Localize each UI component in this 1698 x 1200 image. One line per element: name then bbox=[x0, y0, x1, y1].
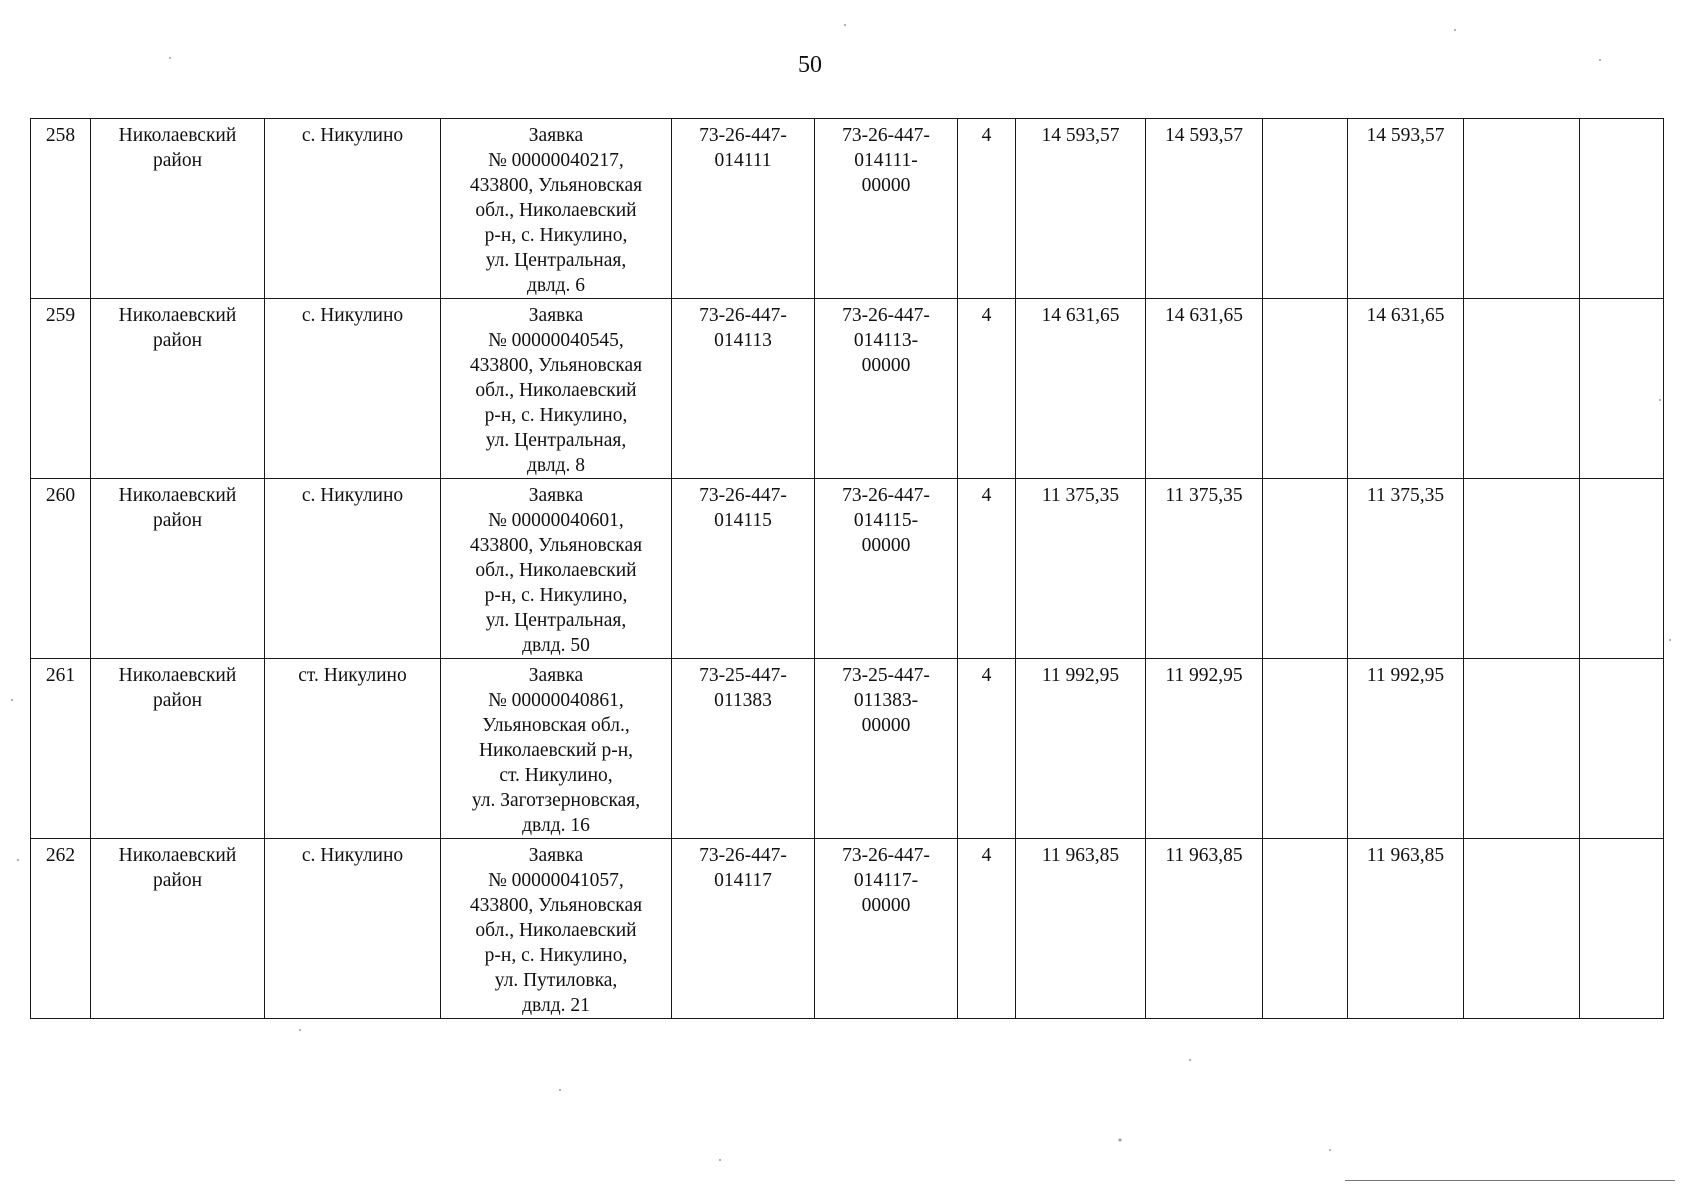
request-line: двлд. 21 bbox=[522, 995, 590, 1016]
district-cell bbox=[91, 479, 265, 659]
object-code-line: 00000 bbox=[861, 355, 911, 376]
amount-cell-4: 11 375,35 bbox=[1348, 479, 1464, 659]
request-line: Заявка bbox=[528, 485, 584, 506]
extra-cell-1 bbox=[1464, 299, 1580, 479]
district-line: район bbox=[152, 330, 203, 351]
amount-cell-1: 11 375,35 bbox=[1016, 479, 1146, 659]
amount-cell-2: 11 992,95 bbox=[1146, 659, 1263, 839]
amount-cell-2: 11 375,35 bbox=[1146, 479, 1263, 659]
extra-cell-2 bbox=[1580, 119, 1664, 299]
object-code-line: 73-25-447- bbox=[842, 665, 930, 686]
extra-cell-2 bbox=[1580, 479, 1664, 659]
locality-cell bbox=[265, 659, 441, 839]
request-line: двлд. 50 bbox=[522, 635, 590, 656]
extra-cell-2 bbox=[1580, 299, 1664, 479]
cadastral-number-cell bbox=[672, 479, 815, 659]
cadastral-number-line: 014117 bbox=[714, 870, 772, 891]
request-line: Заявка bbox=[528, 305, 584, 326]
object-code-line: 011383- bbox=[853, 690, 919, 711]
amount-cell-3 bbox=[1263, 119, 1348, 299]
locality-line: ст. Никулино bbox=[298, 665, 407, 686]
request-line: ул. Путиловка, bbox=[494, 970, 618, 991]
table-row bbox=[31, 119, 1664, 299]
request-line: двлд. 6 bbox=[526, 275, 586, 296]
object-code-cell bbox=[815, 479, 958, 659]
locality-line: с. Никулино bbox=[301, 305, 404, 326]
extra-cell-1 bbox=[1464, 119, 1580, 299]
cadastral-number-line: 014115 bbox=[714, 510, 772, 531]
request-line: Заявка bbox=[528, 665, 584, 686]
amount-cell-2: 14 631,65 bbox=[1146, 299, 1263, 479]
amount-cell-4: 11 992,95 bbox=[1348, 659, 1464, 839]
amount-cell-1: 11 992,95 bbox=[1016, 659, 1146, 839]
locality-cell bbox=[265, 119, 441, 299]
amount-cell-4: 14 593,57 bbox=[1348, 119, 1464, 299]
request-line: № 00000040545, bbox=[488, 330, 624, 351]
request-line: обл., Николаевский bbox=[475, 200, 637, 221]
table-row bbox=[31, 299, 1664, 479]
page-number: 50 bbox=[798, 52, 822, 78]
district-cell bbox=[91, 659, 265, 839]
request-line: ул. Центральная, bbox=[485, 430, 627, 451]
cadastral-number-cell bbox=[672, 659, 815, 839]
row-number-cell: 262 bbox=[31, 839, 91, 1019]
bottom-rule bbox=[1345, 1180, 1675, 1181]
cadastral-number-cell bbox=[672, 299, 815, 479]
request-line: 433800, Ульяновская bbox=[469, 895, 643, 916]
district-line: Николаевский bbox=[118, 845, 237, 866]
request-line: № 00000041057, bbox=[488, 870, 624, 891]
district-line: район bbox=[152, 150, 203, 171]
cadastral-number-cell bbox=[672, 119, 815, 299]
amount-cell-2: 11 963,85 bbox=[1146, 839, 1263, 1019]
quantity-cell: 4 bbox=[958, 299, 1016, 479]
locality-line: с. Никулино bbox=[301, 125, 404, 146]
object-code-line: 73-26-447- bbox=[842, 305, 930, 326]
district-line: район bbox=[152, 870, 203, 891]
request-line: № 00000040601, bbox=[488, 510, 624, 531]
object-code-line: 014113- bbox=[853, 330, 919, 351]
quantity-cell: 4 bbox=[958, 119, 1016, 299]
district-cell bbox=[91, 299, 265, 479]
request-line: двлд. 8 bbox=[526, 455, 586, 476]
cadastral-number-line: 73-26-447- bbox=[699, 485, 787, 506]
request-line: Николаевский р-н, bbox=[478, 740, 634, 761]
object-code-cell bbox=[815, 659, 958, 839]
object-code-cell bbox=[815, 839, 958, 1019]
request-line: р-н, с. Никулино, bbox=[484, 585, 628, 606]
request-line: обл., Николаевский bbox=[475, 560, 637, 581]
request-line: ул. Заготзерновская, bbox=[471, 790, 641, 811]
amount-cell-3 bbox=[1263, 659, 1348, 839]
extra-cell-1 bbox=[1464, 479, 1580, 659]
extra-cell-2 bbox=[1580, 839, 1664, 1019]
table-row bbox=[31, 659, 1664, 839]
locality-cell bbox=[265, 839, 441, 1019]
request-line: обл., Николаевский bbox=[475, 920, 637, 941]
object-code-line: 00000 bbox=[861, 175, 911, 196]
row-number-cell: 260 bbox=[31, 479, 91, 659]
object-code-line: 73-26-447- bbox=[842, 125, 930, 146]
amount-cell-3 bbox=[1263, 299, 1348, 479]
request-cell bbox=[441, 119, 672, 299]
request-line: ул. Центральная, bbox=[485, 610, 627, 631]
extra-cell-2 bbox=[1580, 659, 1664, 839]
object-code-line: 014117- bbox=[853, 870, 919, 891]
cadastral-number-line: 011383 bbox=[714, 690, 772, 711]
amount-cell-1: 14 631,65 bbox=[1016, 299, 1146, 479]
request-cell bbox=[441, 479, 672, 659]
extra-cell-1 bbox=[1464, 659, 1580, 839]
district-line: Николаевский bbox=[118, 665, 237, 686]
request-line: р-н, с. Никулино, bbox=[484, 945, 628, 966]
cadastral-number-cell bbox=[672, 839, 815, 1019]
quantity-cell: 4 bbox=[958, 659, 1016, 839]
request-line: обл., Николаевский bbox=[475, 380, 637, 401]
extra-cell-1 bbox=[1464, 839, 1580, 1019]
request-line: № 00000040217, bbox=[488, 150, 624, 171]
object-code-line: 014111- bbox=[854, 150, 918, 171]
request-line: 433800, Ульяновская bbox=[469, 355, 643, 376]
object-code-cell bbox=[815, 119, 958, 299]
table-row bbox=[31, 479, 1664, 659]
request-line: р-н, с. Никулино, bbox=[484, 225, 628, 246]
object-code-line: 00000 bbox=[861, 895, 911, 916]
row-number-cell: 259 bbox=[31, 299, 91, 479]
locality-line: с. Никулино bbox=[301, 845, 404, 866]
object-code-line: 00000 bbox=[861, 715, 911, 736]
request-cell bbox=[441, 299, 672, 479]
locality-line: с. Никулино bbox=[301, 485, 404, 506]
amount-cell-4: 11 963,85 bbox=[1348, 839, 1464, 1019]
row-number-cell: 258 bbox=[31, 119, 91, 299]
request-line: р-н, с. Никулино, bbox=[484, 405, 628, 426]
amount-cell-4: 14 631,65 bbox=[1348, 299, 1464, 479]
amount-cell-2: 14 593,57 bbox=[1146, 119, 1263, 299]
application-table bbox=[30, 118, 1664, 1019]
row-number-cell: 261 bbox=[31, 659, 91, 839]
cadastral-number-line: 73-26-447- bbox=[699, 305, 787, 326]
request-line: Заявка bbox=[528, 845, 584, 866]
request-cell bbox=[441, 839, 672, 1019]
district-line: район bbox=[152, 510, 203, 531]
amount-cell-1: 14 593,57 bbox=[1016, 119, 1146, 299]
request-line: двлд. 16 bbox=[522, 815, 590, 836]
request-line: ст. Никулино, bbox=[499, 765, 613, 786]
district-line: Николаевский bbox=[118, 125, 237, 146]
quantity-cell: 4 bbox=[958, 479, 1016, 659]
request-line: ул. Центральная, bbox=[485, 250, 627, 271]
request-line: Ульяновская обл., bbox=[482, 715, 630, 736]
amount-cell-1: 11 963,85 bbox=[1016, 839, 1146, 1019]
cadastral-number-line: 014111 bbox=[714, 150, 772, 171]
object-code-line: 014115- bbox=[853, 510, 919, 531]
cadastral-number-line: 014113 bbox=[714, 330, 772, 351]
amount-cell-3 bbox=[1263, 479, 1348, 659]
object-code-line: 00000 bbox=[861, 535, 911, 556]
cadastral-number-line: 73-25-447- bbox=[699, 665, 787, 686]
cadastral-number-line: 73-26-447- bbox=[699, 845, 787, 866]
object-code-line: 73-26-447- bbox=[842, 845, 930, 866]
table-body bbox=[31, 119, 1664, 1019]
district-line: район bbox=[152, 690, 203, 711]
request-line: № 00000040861, bbox=[488, 690, 624, 711]
cadastral-number-line: 73-26-447- bbox=[699, 125, 787, 146]
amount-cell-3 bbox=[1263, 839, 1348, 1019]
quantity-cell: 4 bbox=[958, 839, 1016, 1019]
district-cell bbox=[91, 839, 265, 1019]
object-code-cell bbox=[815, 299, 958, 479]
locality-cell bbox=[265, 479, 441, 659]
object-code-line: 73-26-447- bbox=[842, 485, 930, 506]
district-line: Николаевский bbox=[118, 305, 237, 326]
request-line: Заявка bbox=[528, 125, 584, 146]
request-line: 433800, Ульяновская bbox=[469, 175, 643, 196]
table-row bbox=[31, 839, 1664, 1019]
district-cell bbox=[91, 119, 265, 299]
request-cell bbox=[441, 659, 672, 839]
request-line: 433800, Ульяновская bbox=[469, 535, 643, 556]
district-line: Николаевский bbox=[118, 485, 237, 506]
locality-cell bbox=[265, 299, 441, 479]
